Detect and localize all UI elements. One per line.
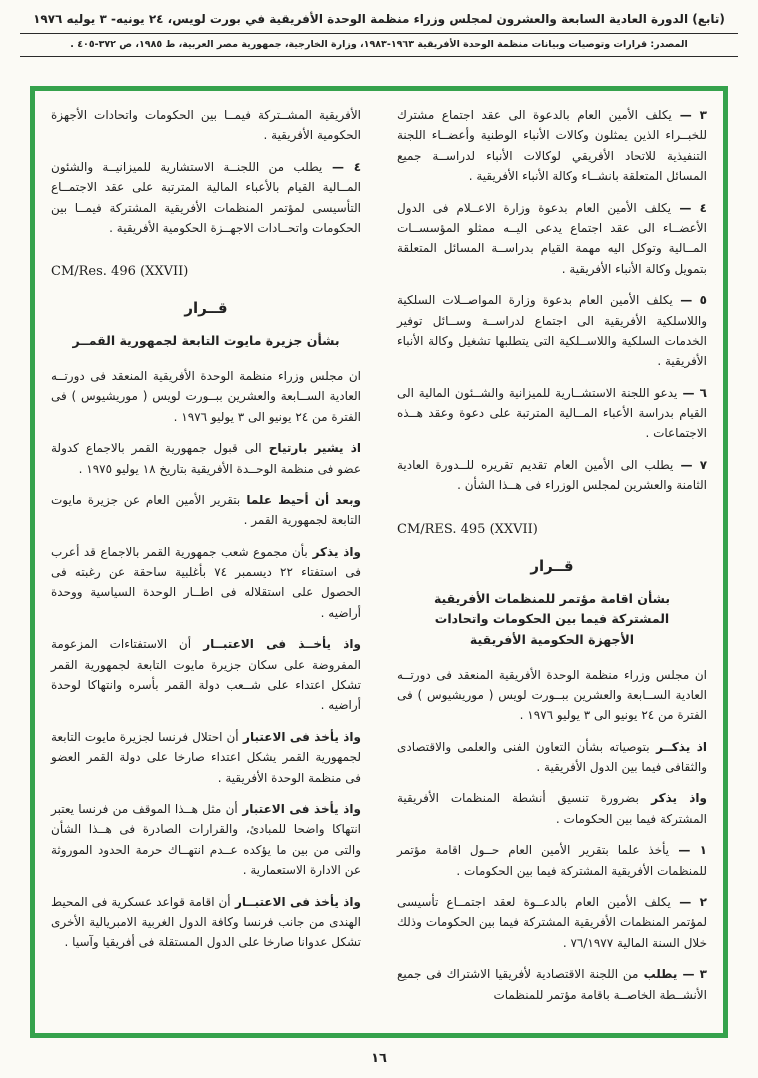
content-frame (30, 86, 728, 1038)
paragraph-lead: وبعد أن أحيط علما (240, 492, 361, 507)
paragraph-lead: ٢ — (670, 895, 707, 910)
resolution-title: قــرار (184, 299, 228, 318)
column-right (397, 105, 707, 1023)
paragraph: ٢ — يكلف الأمين العام بالدعــوة لعقد اجتمــاع تأسيسى لمؤتمر المنظمات الأفريقية المشتركة فيما بين الحكومات وذلك خلال السنة المالية ٧٦/١٩٧٧ . (397, 895, 707, 950)
header-divider-bottom (20, 56, 738, 57)
resolution-title: قــرار (530, 556, 574, 575)
paragraph: واذ يأخذ فى الاعتبار أن احتلال فرنسا لجزيرة مايوت التابعة لجمهورية القمر يشكل اعتداء صارخا على دولة القمر العضو فى منظمة الوحدة الأفريقية . (51, 729, 361, 785)
paragraph: واذ يأخــذ فى الاعتبــار أن الاستفتاءات المزعومة المفروضة على سكان جزيرة مايوت التابعة لجمهورية القمر تشكل اعتداء على شــعب دولة القمر بأسره وانتهاكا لوحدة أراضيه . (51, 637, 361, 713)
paragraph: الأفريقية المشــتركة فيمــا بين الحكومات واتحادات الأجهزة الحكومية الأفريقية . (51, 108, 361, 143)
paragraph-lead: ٤ — (322, 159, 362, 174)
paragraph-lead: ٤ — (671, 200, 707, 215)
paragraph-lead: واذ يذكر (307, 544, 361, 559)
paragraph: ٥ — يكلف الأمين العام بدعوة وزارة المواصــلات السلكية واللاسلكية الأفريقية الى اجتماع لدراســة وســائل توفير الخدمات السلكية واللاســلكية التى يتطلبها تشغيل وكالة الأنباء الأفريقية . (397, 293, 707, 369)
page-number: ١٦ (371, 1051, 387, 1066)
paragraph-lead: واذ يذكر (638, 791, 707, 806)
paragraph-lead: ٣ — (671, 108, 707, 122)
paragraph-lead: واذ يأخــذ فى الاعتبــار (191, 637, 361, 652)
paragraph-lead: واذ يأخذ فى الاعتبار (238, 729, 361, 744)
paragraph: واذ يذكر بأن مجموع شعب جمهورية القمر بالاجماع قد أعرب فى استفتاء ٢٢ ديسمبر ٧٤ بأغلبية ساحقة عن رغبته فى الحصول على استقلاله فى اطــار الوحدة السياسية ووحدة أراضيه . (51, 544, 361, 620)
paragraph: ٤ — يكلف الأمين العام بدعوة وزارة الاعــلام فى الدول الأعضــاء الى عقد اجتماع يدعى اليــه ممثلو المؤسســات المــالية وتوكل اليه مهمة القيام بدراســة المسائل المتعلقة بتمويل وكالة الأنباء الأفريقية . (397, 200, 707, 276)
paragraph-lead: واذ يأخذ فى الاعتبــار (230, 894, 361, 909)
paragraph-lead: اذ يشير بارتياح (261, 441, 361, 456)
resolution-subject: بشأن جزيرة مايوت التابعة لجمهورية القمــر (72, 333, 340, 349)
paragraph-lead: ٣ — يطلب (638, 967, 707, 982)
resolution-number: CM/RES. 495 (XXVII) (397, 521, 538, 537)
paragraph: ٧ — يطلب الى الأمين العام تقديم تقريره للــدورة العادية الثامنة والعشرين لمجلس الوزراء فى هــذا الشأن . (397, 457, 708, 493)
paragraph-lead: ٥ — (672, 293, 707, 308)
paragraph: وبعد أن أحيط علما بتقرير الأمين العام عن جزيرة مايوت التابعة لجمهورية القمر . (51, 492, 361, 528)
paragraph: ٤ — يطلب من اللجنــة الاستشارية للميزانيــة والشئون المــالية القيام بالأعباء المالية المترتبة على عقد الاجتمــاع التأسيسى لمؤتمر المنظمات الأفريقية المشتركة فيمــا بين الحكومات واتحــادات الاجهــزة الحكومية الأفريقية . (51, 159, 362, 235)
paragraph-lead: ٧ — (673, 457, 708, 472)
paragraph: اذ يذكــر بتوصياته بشأن التعاون الفنى والعلمى والاقتصادى والثقافى فيما بين الدول الأفريقية . (397, 739, 708, 775)
column-left (51, 105, 361, 1023)
paragraph-lead: واذ يأخذ فى الاعتبار (237, 802, 361, 816)
paragraph: ٣ — يكلف الأمين العام بالدعوة الى عقد اجتماع مشترك للخبــراء الذين يمثلون وكالات الأنباء الوطنية وأعضــاء اللجنة التنفيذية للاتحاد الأفريقي لوكالات الأنباء لدراســة جميع المسائل المتعلقة بانشــاء وكالة الأنباء الأفريقية . (397, 108, 707, 184)
paragraph-lead: ٦ — (677, 385, 707, 400)
columns (51, 105, 707, 1023)
resolution-number: CM/Res. 496 (XXVII) (51, 264, 189, 280)
paragraph: واذ يأخذ فى الاعتبــار أن اقامة قواعد عسكرية فى المحيط الهندى من جانب فرنسا وكافة الدول الغربية الامبريالية الأخرى تشكل عدوانا صارخا على الدول المستقلة فى أفريقيا وآسيا . (51, 894, 361, 950)
header-title: (تابع) الدورة العادية السابعة والعشرون لمجلس وزراء منظمة الوحدة الأفريقية في بورت لويس، ٢٤ يونيه- ٣ يوليه ١٩٧٦ (33, 12, 725, 26)
page-header (0, 0, 758, 57)
paragraph: واذ يذكر بضرورة تنسيق أنشطة المنظمات الأفريقية المشتركة فيما بين الحكومات . (397, 791, 707, 826)
resolution-subject: بشأن اقامة مؤتمر للمنظمات الأفريقية المشتركة فيما بين الحكومات واتحادات الأجهزة الحكومية الأفريقية (433, 590, 671, 647)
paragraph: واذ يأخذ فى الاعتبار أن مثل هــذا الموقف من فرنسا يعتبر انتهاكا واضحا للمبادئ، والقرارات الصادرة فى هــذا الشأن والتى من بين ما يؤكده عــدم انتهــاك حرمة الحدود الموروثة عن الادارة الاستعمارية . (51, 802, 361, 878)
paragraph-lead: اذ يذكــر (649, 739, 708, 754)
paragraph: ان مجلس وزراء منظمة الوحدة الأفريقية المنعقد فى دورتــه العادية الســابعة والعشرين ببــورت لويس ( موريشيوس ) فى الفترة من ٢٤ يونيو الى ٣ يوليو ١٩٧٦ . (51, 368, 361, 424)
paragraph: ٦ — يدعو اللجنة الاستشــارية للميزانية والشــئون المالية الى القيام بدراسة الأعباء المــالية المترتبة على دعوة وعقد هــذه الاجتماعات . (397, 385, 707, 441)
header-divider-top (20, 33, 738, 34)
header-source: المصدر: قرارات وتوصيات وبيانات منظمة الوحدة الأفريقية ١٩٦٣-١٩٨٣، وزارة الخارجية، جمهورية مصر العربية، ط ١٩٨٥، ص ٣٧٢-٤٠٥ . (70, 39, 688, 50)
paragraph: ٣ — يطلب من اللجنة الاقتصادية لأفريقيا الاشتراك فى جميع الأنشــطة الخاصــة باقامة مؤتمر للمنظمات (397, 967, 707, 1002)
paragraph: ١ — يأخذ علما بتقرير الأمين العام حــول اقامة مؤتمر للمنظمات الأفريقية المشتركة فيما بين الحكومات . (397, 843, 707, 878)
paragraph-lead: ١ — (669, 843, 707, 858)
paragraph: اذ يشير بارتياح الى قبول جمهورية القمر بالاجماع كدولة عضو فى منظمة الوحــدة الأفريقية بتاريخ ١٨ يوليو ١٩٧٥ . (51, 441, 361, 476)
paragraph: ان مجلس وزراء منظمة الوحدة الأفريقية المنعقد فى دورتــه العادية الســابعة والعشرين ببــورت لويس ( موريشيوس ) فى الفترة من ٢٤ يونيو الى ٣ يوليو ١٩٧٦ . (397, 667, 707, 723)
